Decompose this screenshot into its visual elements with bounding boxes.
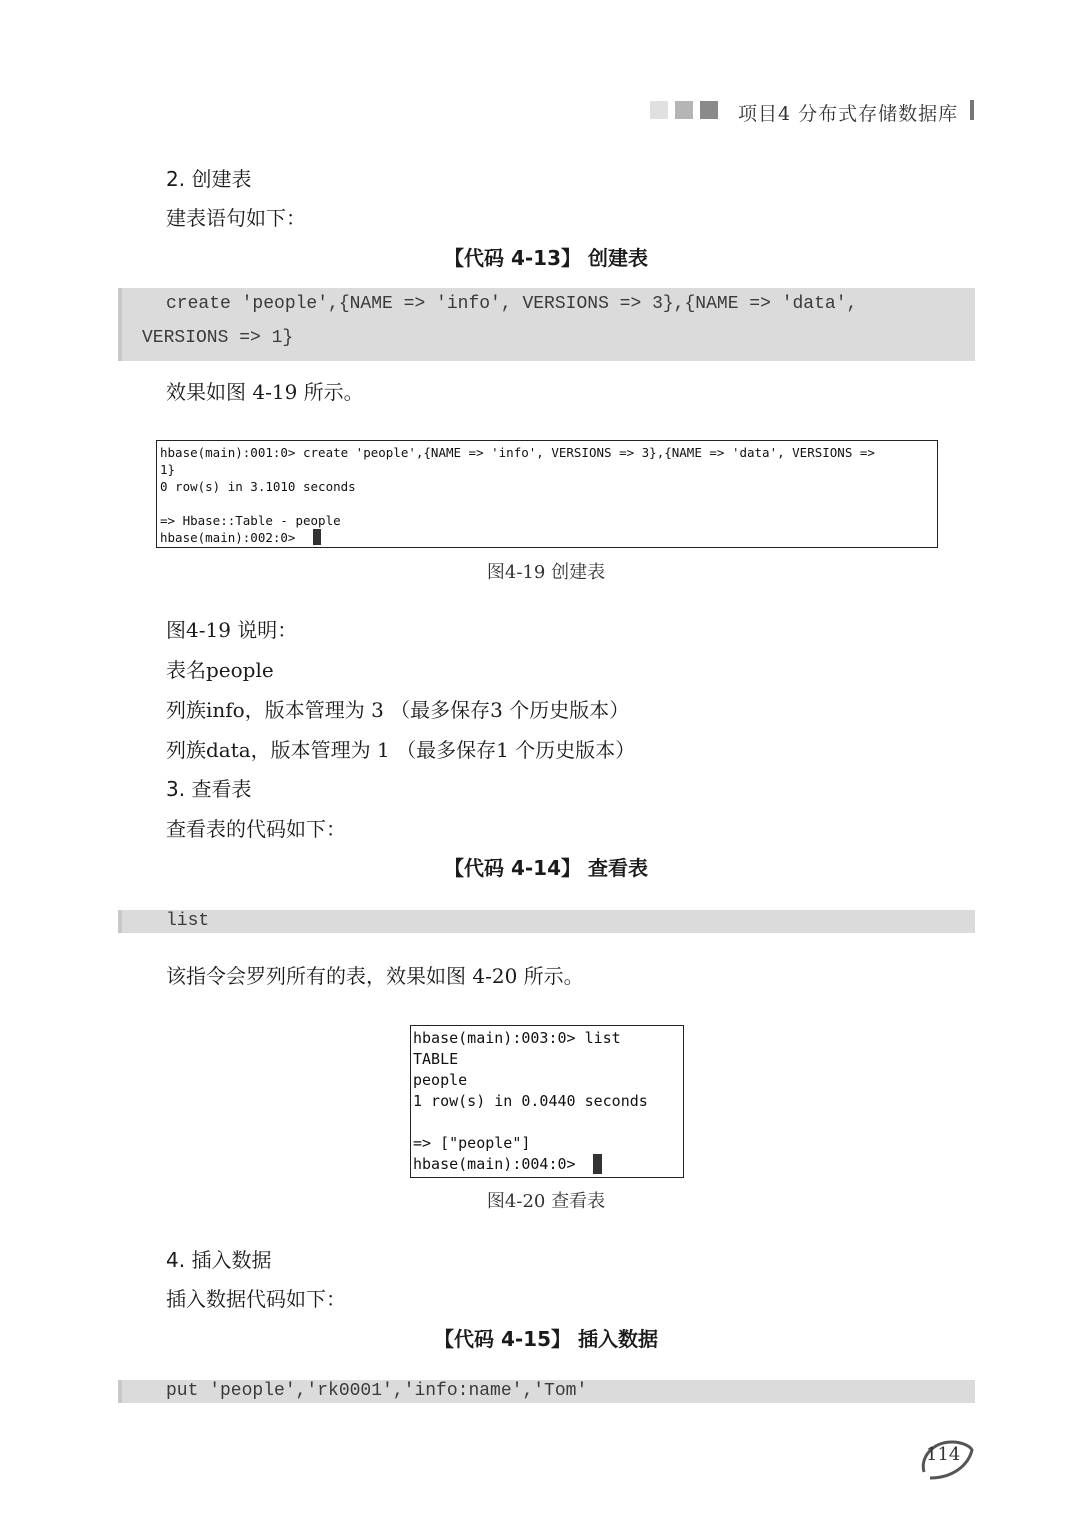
terminal-screenshot-4-19 <box>156 440 938 548</box>
intro-insert-data: 插入数据代码如下： <box>166 1287 346 1311</box>
terminal-line: 0 row(s) in 3.1010 seconds <box>160 479 356 494</box>
terminal-line: hbase(main):002:0> <box>160 530 303 545</box>
terminal-line: => Hbase::Table - people <box>160 513 341 528</box>
code-caption-4-13: 【代码 4-13】 创建表 <box>444 246 648 270</box>
explain-title: 图4-19 说明： <box>166 618 298 642</box>
terminal-line: hbase(main):001:0> create 'people',{NAME => 'info', VERSIONS => 3},{NAME => 'data', VERSIONS => <box>160 445 875 460</box>
page-number: 114 <box>926 1444 961 1465</box>
explain-cf-data: 列族data，版本管理为 1 （最多保存1 个历史版本） <box>166 738 636 762</box>
explain-table-name: 表名people <box>166 658 274 682</box>
figure-caption-4-20: 图4-20 查看表 <box>486 1191 606 1212</box>
code-line: create 'people',{NAME => 'info', VERSIONS => 3},{NAME => 'data', <box>166 294 858 314</box>
code-line: list <box>166 911 210 931</box>
code-block-4-14 <box>118 910 975 933</box>
code-block-4-15 <box>118 1380 975 1403</box>
section-heading-create-table: 2. 创建表 <box>166 167 252 191</box>
section-heading-insert-data: 4. 插入数据 <box>166 1248 272 1272</box>
header-square-3 <box>700 101 718 119</box>
effect-paragraph-4-19: 效果如图 4-19 所示。 <box>166 380 364 404</box>
intro-view-table: 查看表的代码如下： <box>166 817 346 841</box>
code-block-4-13 <box>118 288 975 361</box>
terminal-line: hbase(main):003:0> list <box>413 1029 621 1047</box>
terminal-cursor <box>593 1154 602 1174</box>
running-header-title: 项目4 分布式存储数据库 <box>738 103 959 125</box>
code-caption-4-15: 【代码 4-15】 插入数据 <box>434 1327 658 1351</box>
section-heading-view-table: 3. 查看表 <box>166 777 252 801</box>
terminal-line: 1} <box>160 462 176 477</box>
header-square-2 <box>675 101 693 119</box>
terminal-line: => ["people"] <box>413 1134 531 1152</box>
code-caption-4-14: 【代码 4-14】 查看表 <box>444 856 648 880</box>
terminal-line: hbase(main):004:0> <box>413 1155 585 1173</box>
figure-caption-4-19: 图4-19 创建表 <box>486 562 606 583</box>
intro-create-table: 建表语句如下： <box>166 206 306 230</box>
terminal-line: 1 row(s) in 0.0440 seconds <box>413 1092 648 1110</box>
terminal-line: TABLE <box>413 1050 459 1068</box>
code-line: VERSIONS => 1} <box>142 328 294 348</box>
header-square-1 <box>650 101 668 119</box>
terminal-line: people <box>413 1071 468 1089</box>
terminal-cursor <box>313 529 321 545</box>
explain-cf-info: 列族info，版本管理为 3 （最多保存3 个历史版本） <box>166 698 630 722</box>
code-line: put 'people','rk0001','info:name','Tom' <box>166 1381 588 1401</box>
effect-paragraph-4-20: 该指令会罗列所有的表，效果如图 4-20 所示。 <box>166 964 584 988</box>
terminal-screenshot-4-20 <box>410 1025 684 1178</box>
header-bar <box>970 100 974 120</box>
